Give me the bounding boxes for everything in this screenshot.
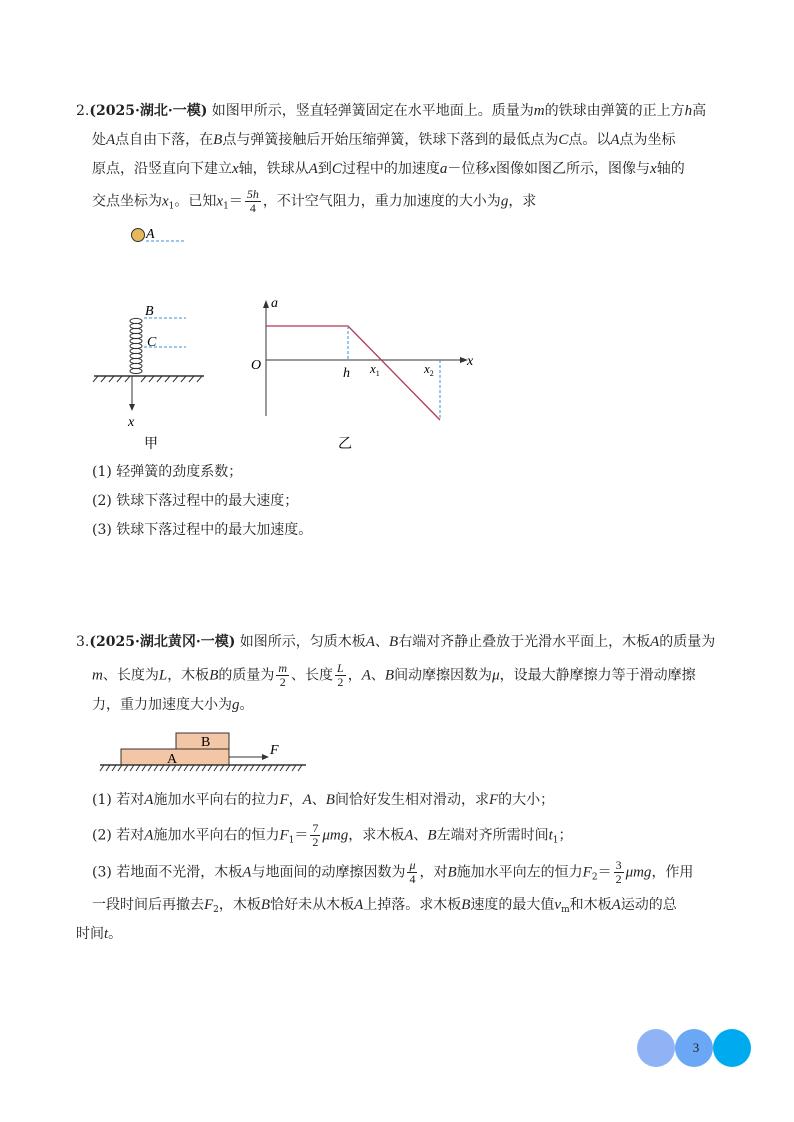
q2-line-2	[92, 129, 676, 151]
label-B: B	[145, 304, 154, 319]
fraction-mu-over-4	[407, 859, 417, 886]
q3-number: 3.	[76, 634, 90, 650]
page-dot-right	[713, 1029, 751, 1067]
fraction-denominator: 2	[312, 835, 319, 849]
q3-text: 恰好未从木板	[270, 897, 355, 913]
var-A: A	[144, 792, 154, 808]
var-B: B	[260, 897, 271, 913]
q2-text: 高	[692, 103, 707, 119]
fraction-denominator: 4	[249, 201, 256, 215]
label-a: a	[271, 296, 278, 311]
equals-sign: ＝	[597, 864, 612, 881]
var-a: a	[439, 161, 448, 177]
q3-line-3	[92, 694, 254, 716]
var-vm: v	[554, 897, 562, 913]
label-x: x	[128, 415, 135, 430]
subscript: 2	[213, 905, 219, 915]
subscript: 1	[168, 201, 175, 212]
fraction-numerator: 7	[312, 821, 319, 835]
page-number: 3	[692, 1040, 700, 1055]
var-B: B	[209, 667, 219, 684]
x-axis-arrow	[129, 404, 135, 411]
q2-text: 。已知	[174, 193, 217, 210]
subscript: 1	[552, 835, 559, 846]
figure-jia	[88, 222, 218, 454]
fraction-denominator: 2	[615, 872, 622, 886]
ground-hatching	[93, 376, 202, 382]
var-B: B	[213, 132, 223, 148]
var-x: x	[650, 161, 657, 177]
q2-text: 处	[92, 132, 106, 148]
q3-text: 与地面间的动摩擦因数为	[251, 864, 406, 881]
q3-text: 时间	[76, 926, 104, 942]
q2-sub-question-3: (3) 铁球下落过程中的最大加速度。	[92, 522, 313, 538]
var-g: g	[232, 697, 240, 713]
q3-text: 右端对齐静止叠放于光滑水平面上，木板	[398, 634, 651, 650]
q3-text: (1) 若对	[92, 792, 145, 808]
var-A: A	[308, 161, 318, 177]
q2-line-1	[76, 100, 706, 122]
q3-text: 速度的最大值	[470, 897, 555, 913]
q2-text: 到	[317, 161, 332, 177]
q2-text: 点自由下落，在	[115, 132, 214, 148]
var-L: L	[158, 667, 168, 684]
subscript: 1	[223, 201, 229, 212]
q2-text: －位移	[447, 161, 490, 177]
var-F1: F	[279, 827, 289, 844]
q3-text: ，	[288, 792, 303, 808]
spring	[130, 318, 142, 373]
var-A: A	[650, 634, 660, 650]
q2-text: 点与弹簧接触后开始压缩弹簧，铁球下落到的最低点为	[222, 132, 559, 148]
page-number-badge	[637, 1029, 751, 1067]
var-A: A	[361, 667, 371, 684]
iron-ball	[132, 229, 145, 242]
label-x2-sub: 2	[429, 369, 434, 378]
q3-sub-question-3-line-2	[92, 894, 677, 916]
q3-text: (2) 若对	[92, 827, 145, 844]
q2-text: 轴的	[656, 161, 685, 177]
var-mumg: μmg	[625, 864, 652, 881]
q3-text: ，	[347, 667, 362, 684]
q3-sub-question-1	[92, 789, 554, 811]
q3-text: 的大小；	[498, 792, 555, 808]
q3-text: ，木板	[218, 897, 261, 913]
q3-text: 施加水平向左的恒力	[456, 864, 583, 881]
fraction-numerator: L	[337, 661, 344, 675]
label-x2	[423, 361, 434, 378]
var-A: A	[242, 864, 252, 881]
q3-text: ，求木板	[348, 827, 405, 844]
var-C: C	[558, 132, 569, 148]
var-x: x	[489, 161, 497, 177]
var-F2: F	[204, 897, 214, 913]
q3-text: 上掉落。求木板	[363, 897, 462, 913]
fraction-L-over-2	[335, 662, 346, 689]
q2-sub-question-2: (2) 铁球下落过程中的最大速度；	[92, 493, 299, 509]
fraction-7-over-2	[310, 822, 320, 849]
label-x1-sub: 1	[375, 369, 380, 378]
q3-line-2	[92, 662, 696, 689]
q3-text: ；	[558, 827, 573, 844]
q3-text: 运动的总	[620, 897, 677, 913]
label-A: A	[167, 752, 178, 767]
q3-text: 间动摩擦因数为	[394, 667, 493, 684]
var-mumg: μmg	[322, 827, 349, 844]
page-dot-left	[637, 1029, 675, 1067]
q3-text: 、长度为	[102, 667, 159, 684]
equals-sign: ＝	[294, 827, 309, 844]
figure-boards	[98, 728, 308, 776]
q2-text: 交点坐标为	[92, 193, 162, 210]
q3-text: 、长度	[291, 667, 334, 684]
q2-line-4	[92, 188, 536, 215]
q3-text: 一段时间后再撤去	[92, 897, 204, 913]
q3-text: ，作用	[651, 864, 694, 881]
var-h: h	[684, 103, 693, 119]
var-A: A	[610, 132, 620, 148]
q3-line-1	[76, 631, 715, 653]
q2-line-3	[92, 158, 685, 180]
q2-text: 原点，沿竖直向下建立	[92, 161, 232, 177]
label-A: A	[146, 227, 155, 242]
fraction-numerator: 3	[615, 858, 622, 872]
fraction-denominator: 2	[337, 675, 344, 689]
label-B: B	[201, 735, 211, 750]
var-F: F	[488, 792, 499, 808]
q2-text: 如图甲所示，竖直轻弹簧固定在水平地面上。质量为	[211, 103, 534, 119]
a-axis-arrow	[263, 300, 269, 308]
var-A: A	[365, 634, 375, 650]
q3-source: (2025·湖北黄冈·一模)	[89, 634, 236, 650]
q3-text: 的质量为	[659, 634, 716, 650]
var-A: A	[302, 792, 312, 808]
var-F2: F	[582, 864, 592, 881]
var-A: A	[144, 827, 154, 844]
equals-sign: ＝	[228, 193, 243, 210]
q2-text: 过程中的加速度	[341, 161, 440, 177]
fraction-numerator: m	[278, 661, 288, 675]
var-A: A	[611, 897, 621, 913]
fraction-denominator: 4	[409, 872, 416, 886]
var-m: m	[533, 103, 545, 119]
label-x: x	[467, 354, 474, 369]
var-B: B	[388, 634, 399, 650]
ground-hatching	[100, 765, 302, 771]
q2-text: 轴，铁球从	[238, 161, 309, 177]
label-F: F	[270, 743, 279, 758]
fraction-3-over-2	[614, 859, 624, 886]
q3-sub-question-3-line-3	[76, 923, 122, 945]
q3-text: 。	[239, 697, 254, 713]
q3-text: 和木板	[569, 897, 612, 913]
a-x-graph-line	[266, 326, 440, 420]
label-h: h	[343, 366, 350, 381]
q2-text: 点。以	[568, 132, 611, 148]
var-B: B	[461, 897, 471, 913]
q3-text: 。	[108, 926, 123, 942]
var-B: B	[384, 667, 395, 684]
q3-text: 的质量为	[218, 667, 275, 684]
label-C: C	[147, 335, 157, 350]
var-t1: t	[548, 827, 553, 844]
var-x1: x	[162, 193, 169, 210]
caption-yi: 乙	[338, 437, 352, 452]
q3-text: ，木板	[167, 667, 210, 684]
q2-text: ，不计空气阻力，重力加速度的大小为	[262, 193, 501, 210]
var-x1: x	[216, 193, 224, 210]
label-x1	[369, 361, 380, 378]
var-mu: μ	[492, 667, 500, 684]
q2-text: 点为坐标	[619, 132, 676, 148]
fraction-m-over-2	[276, 662, 289, 689]
fraction-5h-over-4	[245, 188, 261, 215]
q3-text: 施加水平向右的恒力	[153, 827, 280, 844]
subscript: 2	[591, 872, 598, 883]
q3-text: ，对	[419, 864, 448, 881]
q3-text: ，设最大静摩擦力等于滑动摩擦	[499, 667, 696, 684]
var-C: C	[331, 161, 342, 177]
var-t: t	[104, 926, 109, 942]
force-arrowhead	[262, 754, 269, 760]
var-A: A	[106, 132, 116, 148]
q3-text: 、	[374, 634, 389, 650]
q3-text: 力，重力加速度大小为	[92, 697, 232, 713]
label-x1-main: x	[370, 361, 376, 376]
var-g: g	[500, 193, 509, 210]
caption-jia: 甲	[144, 437, 158, 452]
var-A: A	[354, 897, 364, 913]
q3-text: 间恰好发生相对滑动，求	[334, 792, 489, 808]
label-origin: O	[251, 358, 262, 373]
q2-sub-question-1: (1) 轻弹簧的劲度系数；	[92, 464, 243, 480]
q3-text: 如图所示，匀质木板	[239, 634, 366, 650]
var-B: B	[427, 827, 437, 844]
var-F: F	[279, 792, 289, 808]
figure-yi	[244, 290, 484, 454]
var-A: A	[404, 827, 414, 844]
subscript: m	[561, 905, 570, 915]
q2-source: (2025·湖北·一模)	[89, 103, 208, 119]
var-B: B	[325, 792, 335, 808]
var-m: m	[92, 667, 103, 684]
q2-text: 图像如图乙所示，图像与	[496, 161, 651, 177]
q2-text: 的铁球由弹簧的正上方	[544, 103, 685, 119]
var-x: x	[232, 161, 239, 177]
q3-sub-question-2	[92, 822, 572, 849]
q2-number: 2.	[76, 103, 90, 119]
q2-text: ，求	[508, 193, 537, 210]
q3-text: 施加水平向右的拉力	[153, 792, 280, 808]
q3-text: 、	[413, 827, 428, 844]
q3-text: 、	[311, 792, 326, 808]
fraction-denominator: 2	[279, 675, 286, 689]
q3-text: (3) 若地面不光滑，木板	[92, 864, 243, 881]
var-B: B	[447, 864, 457, 881]
fraction-numerator: 5h	[246, 187, 259, 201]
subscript: 1	[288, 835, 295, 846]
q3-text: 左端对齐所需时间	[436, 827, 549, 844]
q3-text: 、	[370, 667, 385, 684]
label-x2-main: x	[424, 361, 430, 376]
fraction-numerator: μ	[409, 858, 416, 872]
q3-sub-question-3-line-1	[92, 859, 693, 886]
